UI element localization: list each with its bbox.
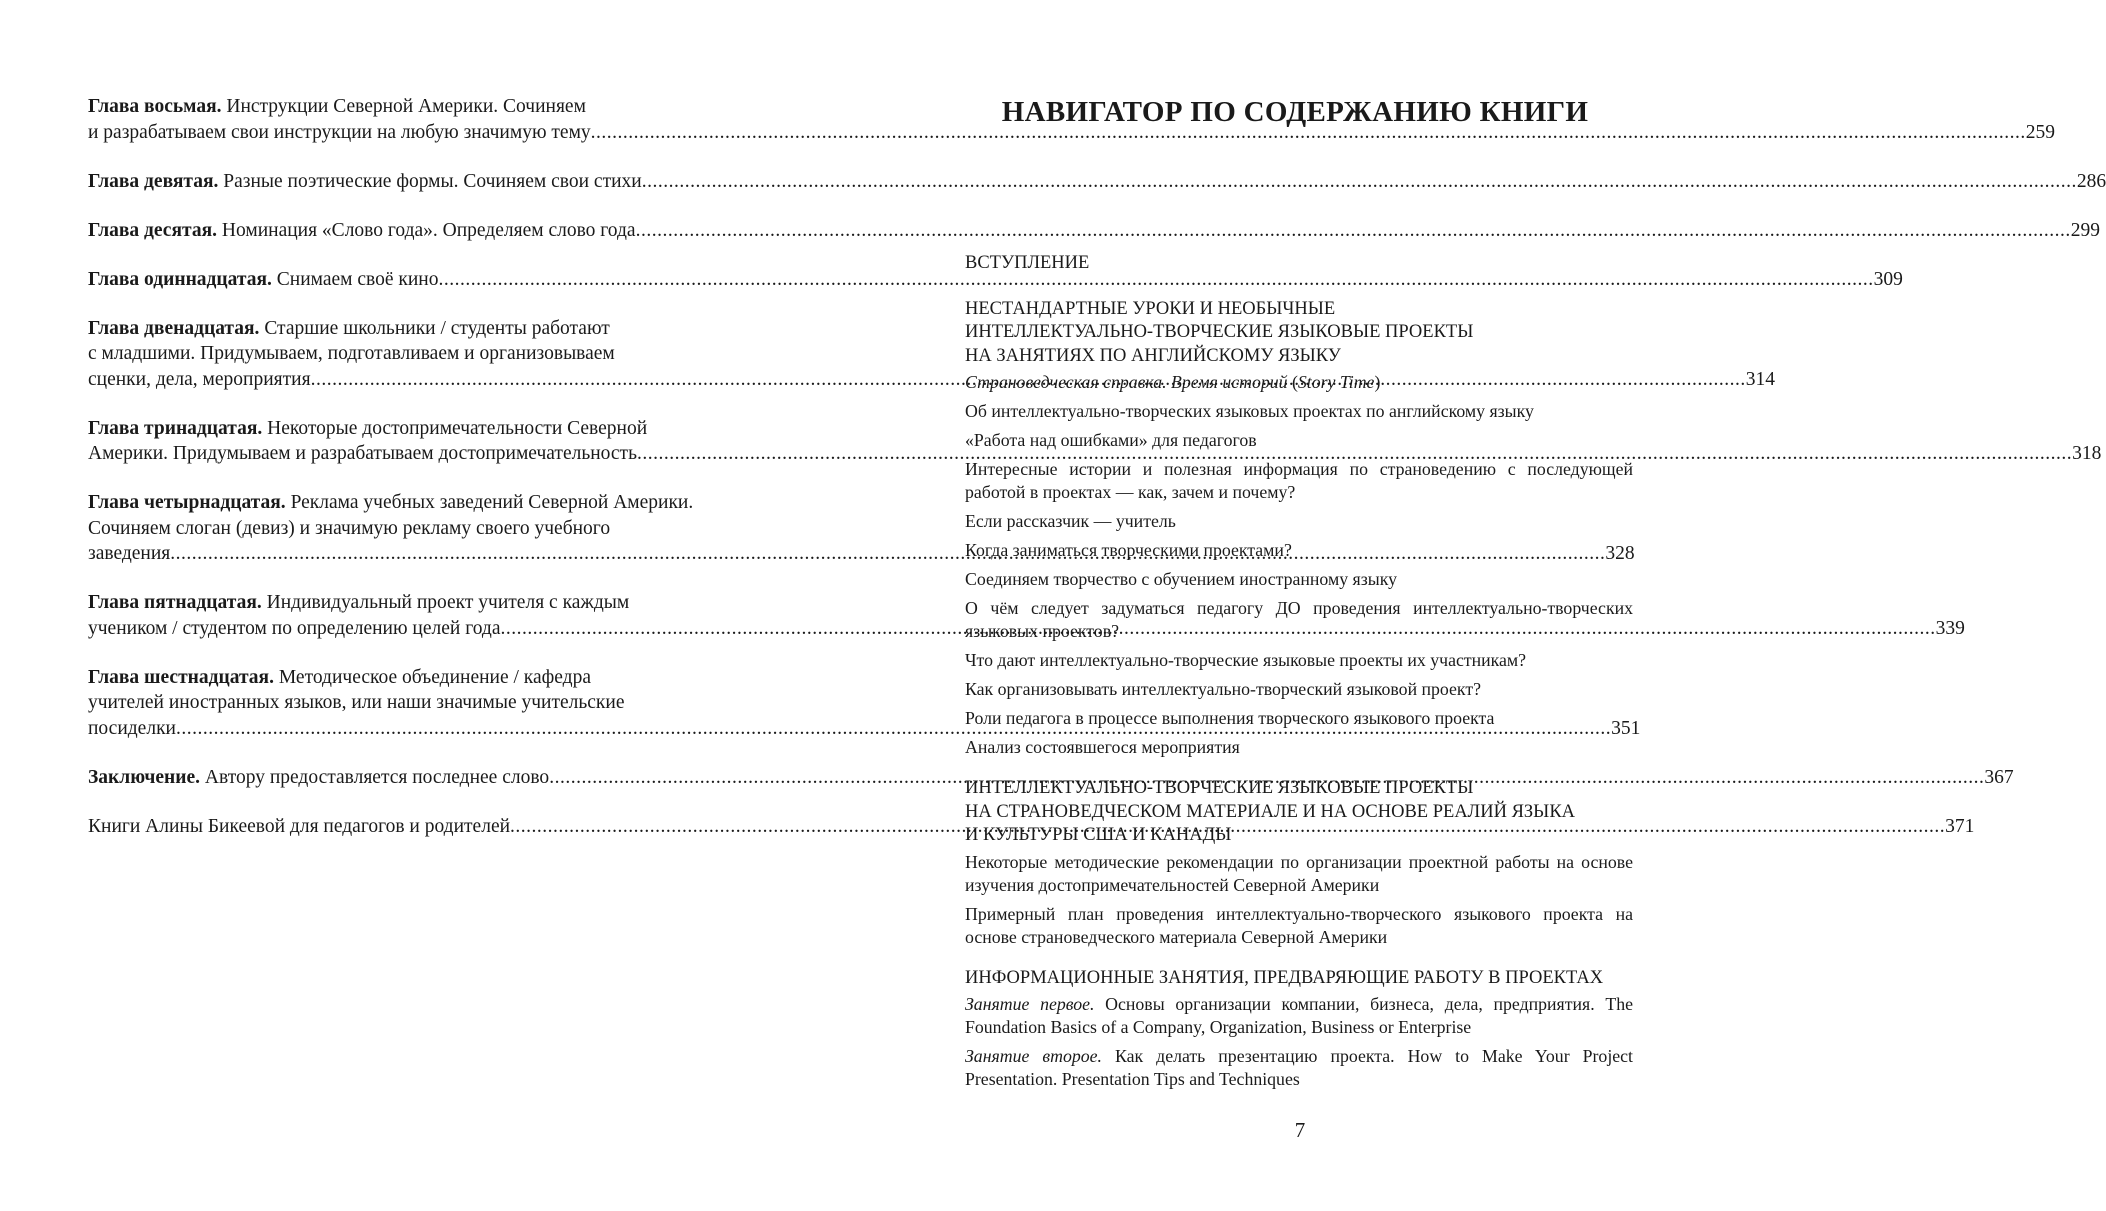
toc-chapter-label: Глава двенадцатая. (88, 317, 260, 339)
navigator-item-italic: Страноведческая справка. Время историй (965, 372, 1288, 392)
toc-entry[interactable] (88, 218, 2100, 244)
toc-title-text: Номинация «Слово года». Определяем слово года (221, 219, 636, 241)
toc-chapter-label: Глава четырнадцатая. (88, 492, 286, 513)
toc-title-text: Сочиняем слоган (девиз) и значимую рекламу своего учебного (88, 517, 611, 539)
toc-line-text (88, 94, 586, 120)
toc-line-text (88, 690, 625, 716)
toc-line (88, 490, 774, 516)
navigator-item[interactable] (965, 400, 1633, 423)
navigator-section (965, 967, 1633, 1092)
toc-chapter-label: Глава шестнадцатая. (88, 666, 274, 688)
navigator-item-text: Роли педагога в процессе выполнения творческого языкового проекта (965, 708, 1495, 728)
toc-line (88, 218, 2100, 244)
toc-line (88, 316, 774, 342)
toc-title-text: сценки, дела, мероприятия (88, 368, 311, 390)
toc-page-number: 351 (1611, 717, 1641, 739)
navigator-item-italic: Занятие первое. (965, 994, 1095, 1014)
toc-entry[interactable] (88, 267, 1903, 293)
toc-page-number: 314 (1745, 368, 1775, 390)
toc-title-text: Старшие школьники / студенты работают (264, 317, 610, 339)
toc-line (88, 416, 774, 442)
section-heading (965, 967, 1633, 991)
toc-line-text (88, 416, 647, 442)
toc-line-text (88, 316, 610, 342)
navigator-item-text: Некоторые методические рекомендации по организации проектной работы на основе изучения достопримечательностей Северной Америки (965, 851, 1633, 895)
toc-title-text: Некоторые достопримечательности Северной (267, 417, 648, 439)
section-heading-line: ИНФОРМАЦИОННЫЕ ЗАНЯТИЯ, ПРЕДВАРЯЮЩИЕ РАБОТУ В ПРОЕКТАХ (965, 967, 1604, 988)
navigator-item-text: Как организовывать интеллектуально-творческий языковой проект? (965, 679, 1482, 699)
toc-page-number: 328 (1605, 543, 1635, 564)
navigator-item-text: ( (1287, 372, 1298, 392)
toc-page-number: 259 (2025, 121, 2056, 143)
toc-title-text: и разрабатываем свои инструкции на любую значимую тему (88, 121, 591, 143)
toc-line (88, 665, 774, 691)
toc-line (88, 120, 2056, 146)
section-heading-line: ИНТЕЛЛЕКТУАЛЬНО-ТВОРЧЕСКИЕ ЯЗЫКОВЫЕ ПРОЕКТЫ (965, 322, 1474, 342)
toc-chapter-label: Глава восьмая. (88, 96, 222, 117)
navigator-item[interactable] (965, 736, 1633, 759)
toc-line-text (88, 120, 591, 146)
navigator-item[interactable] (965, 1045, 1633, 1091)
toc-title-text: Разные поэтические формы. Сочиняем свои стихи (223, 170, 642, 192)
navigator-item-text: Когда заниматься творческими проектами? (965, 540, 1292, 560)
toc-line (88, 690, 774, 716)
section-heading-line: НА ЗАНЯТИЯХ ПО АНГЛИЙСКОМУ ЯЗЫКУ (965, 345, 1341, 366)
toc-line-text (88, 441, 637, 467)
toc-chapter-label: Заключение. (88, 766, 201, 788)
navigator-item-text: Анализ состоявшегося мероприятия (965, 737, 1240, 757)
toc-title-text: Снимаем своё кино (276, 268, 439, 290)
toc-page-number: 309 (1873, 268, 1903, 290)
navigator-item[interactable] (965, 678, 1633, 701)
navigator-item-text: Если рассказчик — учитель (965, 511, 1176, 531)
toc-title-text: Индивидуальный проект учителя с каждым (266, 592, 630, 613)
navigator-item-text: «Работа над ошибками» для педагогов (965, 430, 1257, 450)
toc-line-text (88, 367, 311, 393)
toc-chapter-label: Глава пятнадцатая. (88, 592, 262, 613)
toc-title-text: посиделки (88, 717, 176, 739)
section-heading-line: ИНТЕЛЛЕКТУАЛЬНО-ТВОРЧЕСКИЕ ЯЗЫКОВЫЕ ПРОЕКТЫ (965, 778, 1474, 798)
section-heading-line: И КУЛЬТУРЫ США И КАНАДЫ (965, 825, 1232, 845)
navigator-item-text: Что дают интеллектуально-творческие языковые проекты их участникам? (965, 650, 1527, 670)
toc-line-text (88, 590, 629, 616)
navigator-item-tail: ) (1374, 372, 1381, 392)
navigator-item[interactable] (965, 510, 1633, 533)
navigator-sections (965, 298, 1633, 1092)
toc-line (88, 94, 774, 120)
toc-line-text (88, 665, 591, 691)
toc-line (88, 267, 1903, 293)
toc-title-text: Инструкции Северной Америки. Сочиняем (226, 96, 586, 117)
navigator-item-text: О чём следует задуматься педагогу ДО проведения интеллектуально-творческих языковых проектов? (965, 598, 1633, 641)
toc-line-text (88, 490, 693, 516)
page-number: 7 (1294, 1118, 1306, 1142)
navigator-item[interactable] (965, 597, 1633, 643)
toc-entry[interactable] (88, 169, 2106, 195)
toc-title-text: учеником / студентом по определению целей года (88, 617, 501, 639)
navigator-title: НАВИГАТОР ПО СОДЕРЖАНИЮ КНИГИ (1001, 96, 1589, 128)
toc-page-number: 339 (1935, 617, 1965, 639)
toc-line-text (88, 616, 501, 642)
navigator-item-text: Об интеллектуально-творческих языковых проектах по английскому языку (965, 401, 1534, 421)
navigator-item[interactable] (965, 371, 1633, 394)
navigator-item-italic: Story Time (1297, 372, 1375, 392)
toc-title-text: Книги Алины Бикеевой для педагогов и родителей (88, 815, 511, 837)
toc-title-text: учителей иностранных языков, или наши значимые учительские (88, 692, 625, 713)
toc-line (88, 341, 774, 367)
navigator-item-italic: Занятие второе. (965, 1046, 1102, 1066)
toc-chapter-label: Глава девятая. (88, 170, 219, 192)
navigator-item[interactable] (965, 993, 1633, 1039)
toc-page-number: 299 (2070, 219, 2100, 241)
toc-title-text: с младшими. Придумываем, подготавливаем и организовываем (88, 343, 615, 364)
navigator-item[interactable] (965, 851, 1633, 897)
toc-line-text (88, 169, 642, 195)
toc-page-number: 371 (1945, 815, 1975, 837)
toc-title-text: Автору предоставляется последнее слово (204, 766, 550, 788)
navigator-item[interactable] (965, 707, 1633, 730)
navigator-item[interactable] (965, 429, 1633, 452)
toc-line (88, 516, 774, 542)
navigator-item[interactable] (965, 458, 1633, 504)
toc-line-text (88, 267, 439, 293)
navigator-item-text: Примерный план проведения интеллектуально-творческого языкового проекта на основе страноведческого материала Северной Америки (965, 903, 1633, 947)
intro-heading: ВСТУПЛЕНИЕ (965, 253, 1090, 273)
toc-page-number: 286 (2076, 170, 2106, 192)
toc-page-number: 367 (1984, 766, 2014, 788)
toc-title-text: Методическое объединение / кафедра (278, 666, 591, 688)
navigator-section (965, 777, 1633, 949)
navigator-item-text: Как делать презентацию проекта. How to Make Your Project Presentation. Presentation Tips and Techniques (965, 1046, 1633, 1089)
toc-chapter-label: Глава десятая. (88, 219, 218, 241)
toc-chapter-label: Глава одиннадцатая. (88, 268, 272, 290)
toc-title-text: Реклама учебных заведений Северной Америки. (290, 492, 694, 513)
section-heading-line: НЕСТАНДАРТНЫЕ УРОКИ И НЕОБЫЧНЫЕ (965, 298, 1336, 319)
toc-line (88, 169, 2106, 195)
toc-title-text: заведения (88, 543, 171, 564)
toc-title-text: Америки. Придумываем и разрабатываем достопримечательность (88, 443, 637, 464)
toc-line (88, 441, 2102, 467)
section-heading-line: НА СТРАНОВЕДЧЕСКОМ МАТЕРИАЛЕ И НА ОСНОВЕ РЕАЛИЙ ЯЗЫКА (965, 801, 1576, 822)
navigator-section (965, 298, 1633, 760)
toc-page-number: 318 (2072, 443, 2102, 464)
toc-line-text (88, 341, 615, 367)
toc-line-text (88, 716, 176, 742)
navigator-item[interactable] (965, 903, 1633, 949)
navigator-item[interactable] (965, 568, 1633, 591)
navigator-item-text: Соединяем творчество с обучением иностранному языку (965, 569, 1397, 589)
navigator-item-text: Основы организации компании, бизнеса, дела, предприятия. The Foundation Basics of a Company, Organization, Business or Enterprise (965, 994, 1633, 1037)
navigator-item[interactable] (965, 539, 1633, 562)
section-heading (965, 777, 1633, 848)
navigator-item-text: Интересные истории и полезная информация по страноведению с последующей работой в проектах — как, зачем и почему? (965, 459, 1633, 502)
toc-line-text (88, 814, 510, 840)
navigator-column (965, 94, 1633, 1109)
toc-chapter-label: Глава тринадцатая. (88, 417, 263, 439)
section-heading (965, 298, 1633, 369)
toc-line-text (88, 218, 636, 244)
navigator-item[interactable] (965, 649, 1633, 672)
toc-line-text (88, 516, 610, 542)
toc-line-text (88, 541, 170, 567)
toc-line (88, 590, 774, 616)
toc-line-text (88, 765, 549, 791)
